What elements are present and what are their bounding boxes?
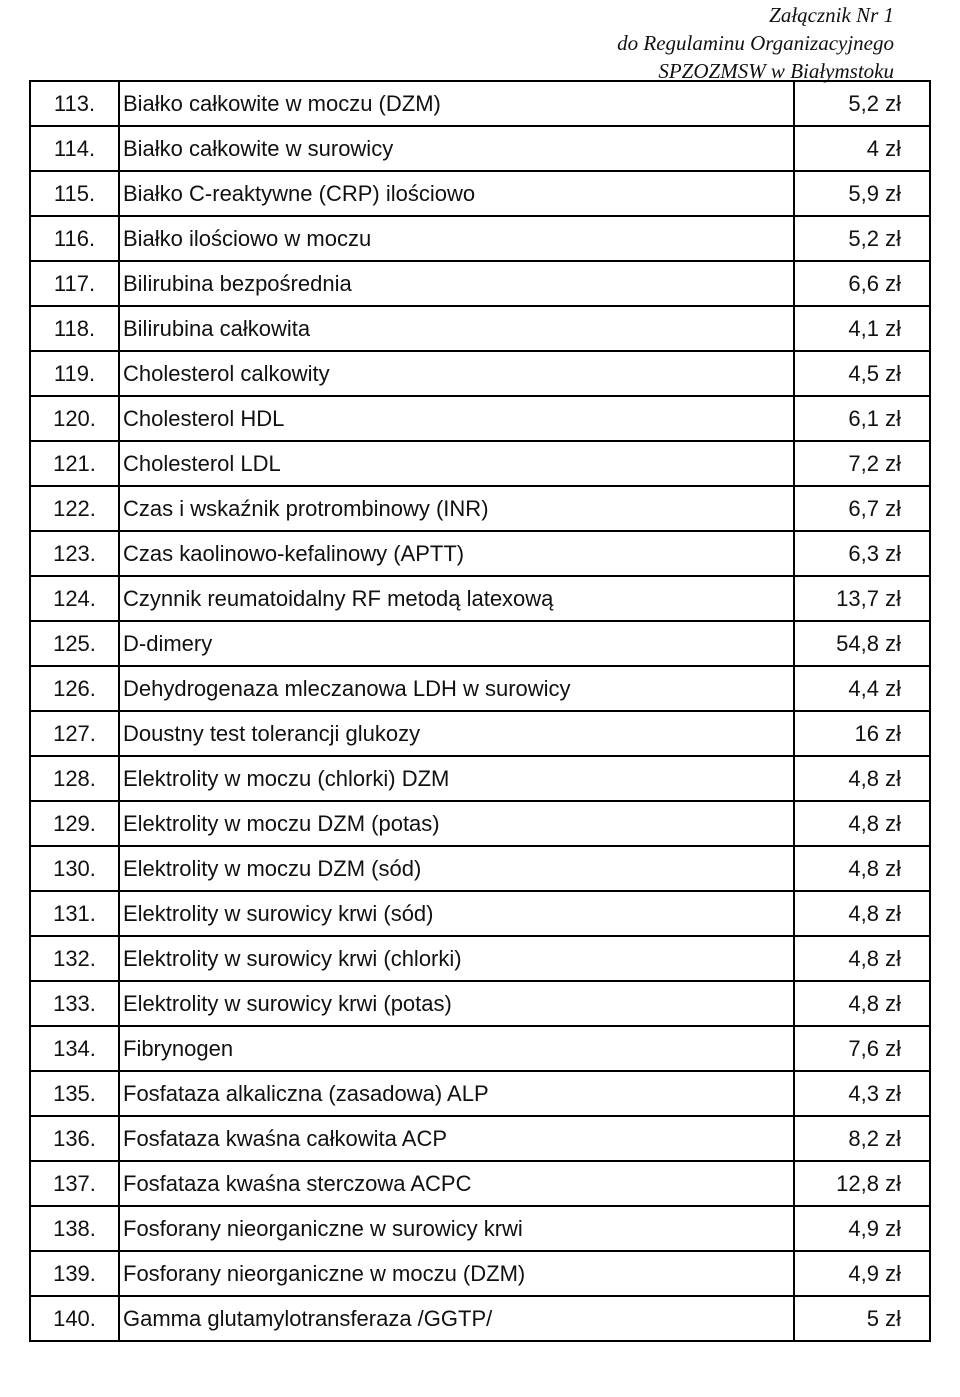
row-number: 127. [30, 711, 119, 756]
test-name: Fosforany nieorganiczne w surowicy krwi [119, 1206, 794, 1251]
row-number: 116. [30, 216, 119, 261]
table-row [30, 441, 930, 486]
test-name: Fosforany nieorganiczne w moczu (DZM) [119, 1251, 794, 1296]
row-number: 114. [30, 126, 119, 171]
test-name: Cholesterol HDL [119, 396, 794, 441]
test-price: 4,8 zł [794, 981, 930, 1026]
test-price: 5,2 zł [794, 216, 930, 261]
test-name: Elektrolity w surowicy krwi (chlorki) [119, 936, 794, 981]
document-header [617, 0, 894, 85]
test-price: 16 zł [794, 711, 930, 756]
table-row [30, 1206, 930, 1251]
row-number: 118. [30, 306, 119, 351]
test-price: 4 zł [794, 126, 930, 171]
test-price: 13,7 zł [794, 576, 930, 621]
table-row [30, 1026, 930, 1071]
table-row [30, 801, 930, 846]
table-row [30, 756, 930, 801]
test-name: Fosfataza kwaśna sterczowa ACPC [119, 1161, 794, 1206]
row-number: 128. [30, 756, 119, 801]
row-number: 121. [30, 441, 119, 486]
test-price: 5,2 zł [794, 81, 930, 126]
row-number: 123. [30, 531, 119, 576]
test-name: Czas kaolinowo-kefalinowy (APTT) [119, 531, 794, 576]
price-list-table [29, 80, 931, 1342]
header-institution-label: SPZOZMSW w Białymstoku [658, 59, 894, 83]
test-price: 6,6 zł [794, 261, 930, 306]
table-row [30, 531, 930, 576]
table-row [30, 1071, 930, 1116]
test-name: Białko ilościowo w moczu [119, 216, 794, 261]
table-row [30, 261, 930, 306]
test-price: 6,1 zł [794, 396, 930, 441]
test-price: 7,2 zł [794, 441, 930, 486]
test-price: 4,5 zł [794, 351, 930, 396]
test-price: 4,9 zł [794, 1206, 930, 1251]
test-price: 6,7 zł [794, 486, 930, 531]
row-number: 136. [30, 1116, 119, 1161]
row-number: 129. [30, 801, 119, 846]
test-name: Elektrolity w surowicy krwi (sód) [119, 891, 794, 936]
row-number: 133. [30, 981, 119, 1026]
test-name: Dehydrogenaza mleczanowa LDH w surowicy [119, 666, 794, 711]
row-number: 115. [30, 171, 119, 216]
row-number: 130. [30, 846, 119, 891]
header-attachment-label: Załącznik Nr 1 [769, 3, 894, 27]
row-number: 125. [30, 621, 119, 666]
table-row [30, 1161, 930, 1206]
test-name: Białko całkowite w surowicy [119, 126, 794, 171]
table-row [30, 306, 930, 351]
row-number: 117. [30, 261, 119, 306]
table-row [30, 486, 930, 531]
test-name: Fosfataza alkaliczna (zasadowa) ALP [119, 1071, 794, 1116]
table-row [30, 351, 930, 396]
table-row [30, 936, 930, 981]
test-name: Białko całkowite w moczu (DZM) [119, 81, 794, 126]
row-number: 134. [30, 1026, 119, 1071]
test-name: Bilirubina bezpośrednia [119, 261, 794, 306]
price-list-body [30, 81, 930, 1341]
test-price: 4,9 zł [794, 1251, 930, 1296]
test-price: 4,3 zł [794, 1071, 930, 1116]
table-row [30, 846, 930, 891]
row-number: 139. [30, 1251, 119, 1296]
table-row [30, 1251, 930, 1296]
test-price: 4,1 zł [794, 306, 930, 351]
table-row [30, 576, 930, 621]
table-row [30, 81, 930, 126]
table-row [30, 621, 930, 666]
test-name: Bilirubina całkowita [119, 306, 794, 351]
table-row [30, 396, 930, 441]
test-name: Gamma glutamylotransferaza /GGTP/ [119, 1296, 794, 1341]
row-number: 140. [30, 1296, 119, 1341]
test-price: 4,4 zł [794, 666, 930, 711]
test-price: 8,2 zł [794, 1116, 930, 1161]
table-row [30, 666, 930, 711]
test-price: 6,3 zł [794, 531, 930, 576]
row-number: 120. [30, 396, 119, 441]
header-regulation-label: do Regulaminu Organizacyjnego [617, 31, 894, 55]
row-number: 113. [30, 81, 119, 126]
test-name: Białko C-reaktywne (CRP) ilościowo [119, 171, 794, 216]
test-price: 54,8 zł [794, 621, 930, 666]
test-price: 5 zł [794, 1296, 930, 1341]
test-name: Elektrolity w moczu DZM (potas) [119, 801, 794, 846]
test-name: Elektrolity w surowicy krwi (potas) [119, 981, 794, 1026]
test-name: Czas i wskaźnik protrombinowy (INR) [119, 486, 794, 531]
table-row [30, 891, 930, 936]
test-price: 4,8 zł [794, 801, 930, 846]
table-row [30, 1116, 930, 1161]
test-name: D-dimery [119, 621, 794, 666]
test-price: 4,8 zł [794, 936, 930, 981]
test-name: Elektrolity w moczu (chlorki) DZM [119, 756, 794, 801]
row-number: 137. [30, 1161, 119, 1206]
test-name: Cholesterol LDL [119, 441, 794, 486]
table-row [30, 171, 930, 216]
row-number: 138. [30, 1206, 119, 1251]
row-number: 135. [30, 1071, 119, 1116]
row-number: 122. [30, 486, 119, 531]
test-name: Fosfataza kwaśna całkowita ACP [119, 1116, 794, 1161]
test-price: 12,8 zł [794, 1161, 930, 1206]
test-name: Fibrynogen [119, 1026, 794, 1071]
test-price: 5,9 zł [794, 171, 930, 216]
row-number: 119. [30, 351, 119, 396]
test-name: Czynnik reumatoidalny RF metodą latexową [119, 576, 794, 621]
test-price: 4,8 zł [794, 891, 930, 936]
test-name: Elektrolity w moczu DZM (sód) [119, 846, 794, 891]
row-number: 124. [30, 576, 119, 621]
test-name: Cholesterol calkowity [119, 351, 794, 396]
table-row [30, 711, 930, 756]
table-row [30, 126, 930, 171]
test-price: 4,8 zł [794, 846, 930, 891]
test-price: 4,8 zł [794, 756, 930, 801]
table-row [30, 1296, 930, 1341]
row-number: 132. [30, 936, 119, 981]
table-row [30, 216, 930, 261]
test-name: Doustny test tolerancji glukozy [119, 711, 794, 756]
row-number: 126. [30, 666, 119, 711]
test-price: 7,6 zł [794, 1026, 930, 1071]
row-number: 131. [30, 891, 119, 936]
table-row [30, 981, 930, 1026]
